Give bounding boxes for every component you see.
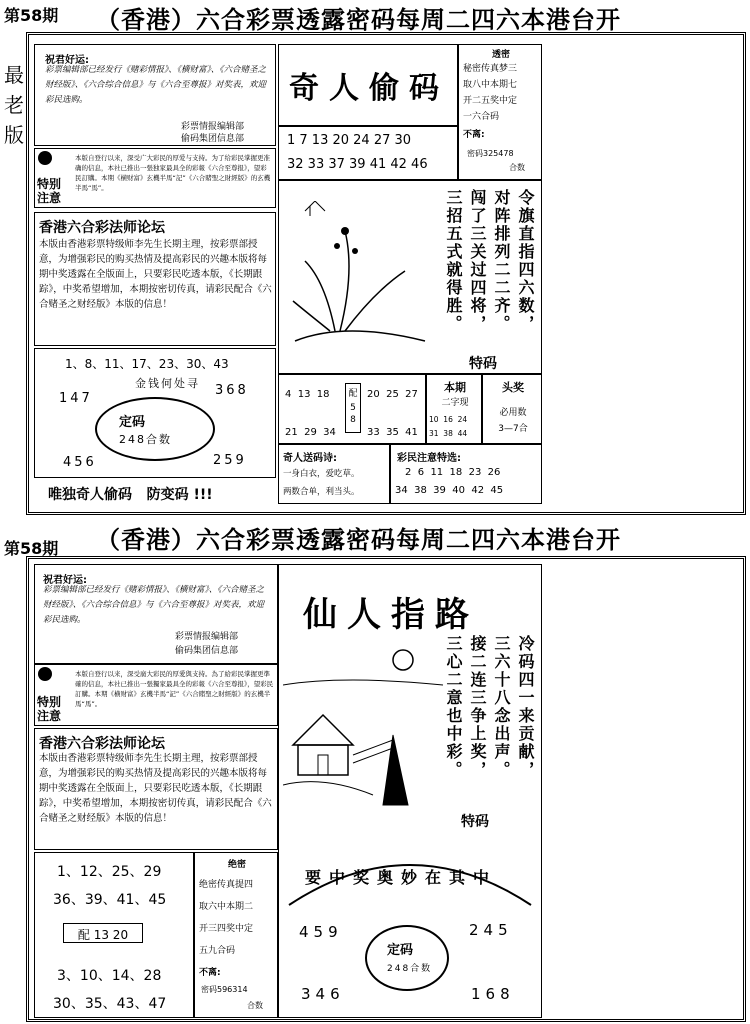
bottom-secret-code: 密码596314 [201,985,248,994]
top-poem-col: 闯了三关过四将， [468,189,487,333]
bottom-special-text: 本版自登行以来，深受廣大彩民的厚愛與支持。為了給彩民掌握更準確的信息，本社已推出一張獨家最具全的彩報《六合至尊报》，望彩民訂購。本期《横财富》玄機半馬“記”《六合賭聖之財經版》的玄機半馬“馬”。 [75,670,274,708]
top-secret-line: 一六合码 [463,112,500,122]
top-poem-gift-box [278,444,390,504]
bottom-right-box [278,564,542,1018]
top-secret-title: 透密 [491,50,510,60]
bottom-notice-sign2: 偷码集团信息部 [175,646,239,656]
orchid-illustration [285,201,435,351]
top-forum-box [34,212,276,346]
top-first-prize-box [482,374,542,444]
top-secret-code: 密码325478 [467,149,514,158]
top-forum-text: 本版由香港彩票特级师李先生长期主理，按彩票部授意，为增强彩民的购买热情及提高彩民的兴趣本版将每期中奖透露在全版面上，只要彩民吃透本版，《长期跟踪》，中奖希望增加，本期按密切传真，请彩民配合《六合赌圣之财经版》本版的信息！ [39,239,272,310]
top-first-prize-line1: 必用数 [499,408,527,418]
top-money-box [34,348,276,478]
side-label-char: 老 [4,93,24,117]
top-poem-col: 三招五式就得胜。 [444,189,463,333]
top-pei-box [278,374,426,444]
top-attention-title: 彩民注意特选: [397,453,461,464]
bottom-dial-bottom-left: 346 [301,985,345,1003]
bottom-notice-body: 彩票编辑部已经发行《赌彩情报》、《横财富》、《六合赌圣之财经版》、《六合综合信息》与《六合至尊报》对奖表，欢迎彩民选购。 [43,585,265,625]
top-this-issue-sub: 二字现 [441,398,469,408]
top-numbers-box [278,126,458,180]
top-attention-box [390,444,542,504]
top-money-left: 147 [59,391,93,406]
bottom-issue-number: 第58期 [4,539,59,558]
top-money-right: 368 [215,383,249,398]
top-poem-gift-line1: 一身白衣，爱吃草。 [283,469,360,479]
top-money-center-sub: 248合数 [119,433,172,446]
top-numbers-row2: 32 33 37 39 41 42 46 [287,157,428,172]
top-notice-sign1: 彩票情报编辑部 [181,122,245,132]
bottom-arc-text: 要中奖奥妙在其中 [305,868,498,887]
top-this-issue-nums2: 31 38 44 [429,429,468,438]
bottom-dial-center-sub: 248合数 [387,964,433,974]
top-poem-gift-title: 奇人送码诗: [283,453,337,464]
top-issue-number: 第58期 [4,6,59,25]
top-te-ma: 特码 [469,356,497,372]
bottom-secret-line: 绝密传真提四 [199,880,254,890]
top-secret-line: 开二五奖中定 [463,96,518,106]
top-numbers-row1: 1 7 13 20 24 27 30 [287,133,412,148]
top-money-bottom-right: 259 [213,453,247,468]
bottom-numbers-row2: 36、39、41、45 [53,892,167,908]
bottom-notice-title: 祝君好运: [43,575,87,586]
bottom-headline: （香港）六合彩票透露密码每周二四六本港台开 [96,525,621,554]
bottom-special-label: 特别注意 [37,695,62,723]
top-pei-inner [345,383,361,433]
top-pei-left-bottom: 21 29 34 [285,427,336,438]
bottom-dial-left: 459 [299,923,343,941]
top-secret-line: 取八中本期七 [463,80,518,90]
top-pei-left-top: 4 13 18 [285,389,330,400]
bottom-secret-line: 开三四奖中定 [199,924,254,934]
bomb-icon [38,667,52,681]
top-secret-he: 合数 [509,163,525,172]
top-slogan: 唯独奇人偷码 防变码 !!! [48,487,213,503]
top-headline: （香港）六合彩票透露密码每周二四六本港台开 [96,5,621,34]
top-first-prize-line2: 3—7合 [498,424,528,434]
top-pei-right-top: 20 25 27 [367,389,418,400]
bottom-notice-box [34,564,278,664]
top-poem-col: 令旗直指四六数， [516,189,535,333]
top-attention-line1: 2 6 11 18 23 26 [405,467,501,478]
bomb-icon [38,151,52,165]
top-pei-value: 5 8 [350,403,356,425]
side-label-char: 版 [4,123,24,147]
bottom-special-box [34,664,278,726]
top-pei-label: 配 [348,389,358,399]
bottom-te-ma: 特码 [461,814,489,830]
top-special-text: 本版自登行以来，深受广大彩民的厚爱与支持。为了给彩民掌握更准确的信息，本社已推出一張独家最具全的彩報《六合至尊报》，望彩民訂購。本期《横财富》玄機半馬“記”《六合賭聖之財經版》的玄機半馬“馬”。 [75,154,271,192]
top-secret-buli: 不离: [463,130,485,140]
bottom-secret-buli: 不离: [199,968,221,978]
bottom-dial-right: 245 [469,921,513,939]
bottom-secret-line: 五九合码 [199,946,236,956]
bottom-dial-circle [365,925,449,991]
top-money-bottom-left: 456 [63,455,97,470]
top-this-issue-box [426,374,482,444]
bottom-numbers-row1: 1、12、25、29 [57,864,162,880]
bottom-numbers-pei: 配 13 20 [77,928,129,942]
top-money-row: 1、8、11、17、23、30、43 [65,357,229,371]
bottom-numbers-row3: 3、10、14、28 [57,968,162,984]
top-pei-right-bottom: 33 35 41 [367,427,418,438]
top-forum-title: 香港六合彩法师论坛 [39,220,165,236]
top-poem-col: 对阵排列二二齐。 [492,189,511,333]
bottom-secret-line: 取六中本期二 [199,902,254,912]
bottom-forum-box [34,728,278,850]
bottom-secret-he: 合数 [247,1001,263,1010]
bottom-dial-center-title: 定码 [387,943,414,958]
top-notice-sign2: 偷码集团信息部 [181,134,245,144]
top-money-arc: 金钱何处寻 [135,377,200,390]
top-first-prize-title: 头奖 [502,381,524,394]
top-money-ellipse [95,397,215,461]
bottom-title: 仙人指路 [303,595,479,635]
bottom-poem-col: 冷码四一来贡献， [516,635,535,779]
bottom-forum-title: 香港六合彩法师论坛 [39,736,165,752]
top-this-issue-title: 本期 [444,381,466,394]
top-money-center-title: 定码 [119,415,146,430]
bottom-poem-col: 三心二意也中彩。 [444,635,463,779]
bottom-forum-text: 本版由香港彩票特级师李先生长期主理，按彩票部授意，为增强彩民的购买热情及提高彩民的兴趣本版将每期中奖透露在全版面上，只要彩民吃透本版，《长期跟踪》，中奖希望增加，本期按密切传真，请彩民配合《六合赌圣之财经版》本版的信息！ [39,753,272,824]
top-side-label [2,60,26,150]
top-notice-title: 祝君好运: [45,55,89,66]
bottom-numbers-pei-box [63,923,143,943]
top-secret-box [458,44,542,180]
top-special-label: 特别注意 [37,177,62,205]
top-notice-box [34,44,276,146]
bottom-secret-box [194,852,278,1018]
bottom-numbers-box [34,852,194,1018]
bottom-notice-sign1: 彩票情报编辑部 [175,632,239,642]
top-notice-body: 彩票编辑部已经发行《赌彩情报》、《横财富》、《六合赌圣之财经版》、《六合综合信息》与《六合至尊报》对奖表，欢迎彩民选购。 [45,65,267,105]
top-title-box [278,44,458,126]
top-picture-box [278,180,542,374]
bottom-poem-col: 接二连三争上奖， [468,635,487,779]
top-this-issue-nums1: 10 16 24 [429,415,468,424]
bottom-numbers-row4: 30、35、43、47 [53,996,167,1012]
bottom-poem-col: 三六十八念出声。 [492,635,511,779]
bottom-dial-bottom-right: 168 [471,985,515,1003]
top-poem-gift-line2: 两数合单，利当头。 [283,487,360,497]
side-label-char: 最 [4,63,24,87]
top-secret-line: 秘密传真梦三 [463,64,518,74]
top-special-box [34,148,276,208]
bottom-secret-title: 绝密 [227,860,246,870]
cottage-illustration [283,645,453,815]
top-attention-line2: 34 38 39 40 42 45 [395,485,504,496]
top-title: 奇人偷码 [289,71,449,106]
